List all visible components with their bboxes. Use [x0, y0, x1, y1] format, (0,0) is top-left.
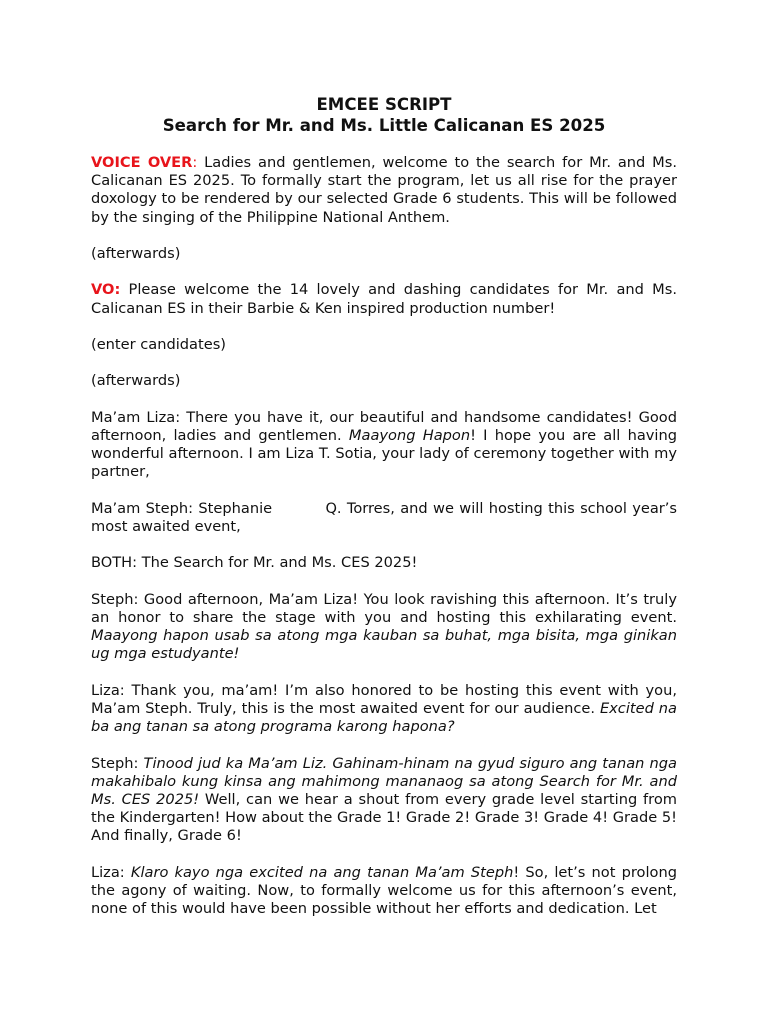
italic-phrase: Excited na ba ang tanan sa atong programa karong hapona? — [91, 699, 677, 736]
paragraph-text: ! So, let’s not prolong the agony of waiting. Now, to formally welcome us for this afternoon’s event, none of this would have been possible without her efforts and dedication. Let — [91, 863, 677, 918]
paragraph-steph-greeting — [91, 591, 677, 664]
paragraph-steph-shout — [91, 755, 677, 846]
paragraph-steph-intro — [91, 500, 677, 536]
title-block — [91, 94, 677, 136]
stage-direction-afterwards-2: (afterwards) — [91, 372, 181, 390]
italic-phrase: Klaro kayo nga excited na ang tanan Ma’am Steph — [130, 863, 514, 881]
stage-direction-afterwards-1: (afterwards) — [91, 245, 181, 262]
paragraph-text: ! I hope you are all having wonderful afternoon. I am Liza T. Sotia, your lady of ceremony together with my partner, — [91, 426, 677, 481]
speaker-label-voice-over: VOICE OVER — [91, 154, 193, 171]
paragraph-liza-intro — [91, 409, 677, 482]
speaker-colon: : — [192, 154, 198, 171]
paragraph-both: BOTH: The Search for Mr. and Ms. CES 2025! — [91, 554, 418, 572]
italic-phrase: Tinood jud ka Ma’am Liz. Gahinam-hinam na gyud siguro ang tanan nga makahibalo kung kinsa ang mahimong mananaog sa atong Search for Mr. and Ms. CES 2025! — [91, 754, 677, 808]
paragraph-vo — [91, 281, 677, 317]
italic-phrase: Maayong hapon usab sa atong mga kauban sa buhat, mga bisita, mga ginikan ug mga estudyante! — [91, 627, 677, 663]
paragraph-text: Well, can we hear a shout from every grade level starting from the Kindergarten! How about the Grade 1! Grade 2! Grade 3! Grade 4! Grade 5! And finally, Grade 6! — [91, 790, 677, 845]
paragraph-text: Liza: — [91, 863, 131, 881]
paragraph-text: Ma’am Steph: Stephanie — [91, 499, 273, 517]
speaker-label-vo: VO: — [91, 281, 121, 299]
document-subtitle: Search for Mr. and Ms. Little Calicanan ES 2025 — [162, 116, 606, 135]
paragraph-liza-welcome — [91, 864, 677, 919]
paragraph-voice-over — [91, 154, 677, 227]
paragraph-liza-reply — [91, 682, 677, 737]
paragraph-text: Please welcome the 14 lovely and dashing candidates for Mr. and Ms. Calicanan ES in their Barbie & Ken inspired production number! — [91, 281, 677, 317]
document-title: EMCEE SCRIPT — [316, 95, 452, 114]
italic-phrase: Maayong Hapon — [348, 426, 471, 444]
paragraph-text: Liza: Thank you, ma’am! I’m also honored to be hosting this event with you, Ma’am Steph. Truly, this is the most awaited event for our audience. — [91, 681, 677, 717]
paragraph-text: Steph: Good afternoon, Ma’am Liza! You look ravishing this afternoon. It’s truly an honor to share the stage with you and hosting this exhilarating event. — [91, 590, 677, 626]
stage-direction-enter-candidates: (enter candidates) — [91, 335, 226, 353]
paragraph-text: Ladies and gentlemen, welcome to the search for Mr. and Ms. Calicanan ES 2025. To formally start the program, let us all rise for the prayer doxology to be rendered by our selected Grade 6 students. This will be followed by the singing of the Philippine National Anthem. — [91, 154, 677, 226]
paragraph-text: Steph: — [91, 754, 144, 772]
paragraph-text: Q. Torres, and we will hosting this school year’s most awaited event, — [91, 499, 678, 535]
paragraph-text: Ma’am Liza: There you have it, our beautiful and handsome candidates! Good afternoon, ladies and gentlemen. — [91, 408, 677, 444]
